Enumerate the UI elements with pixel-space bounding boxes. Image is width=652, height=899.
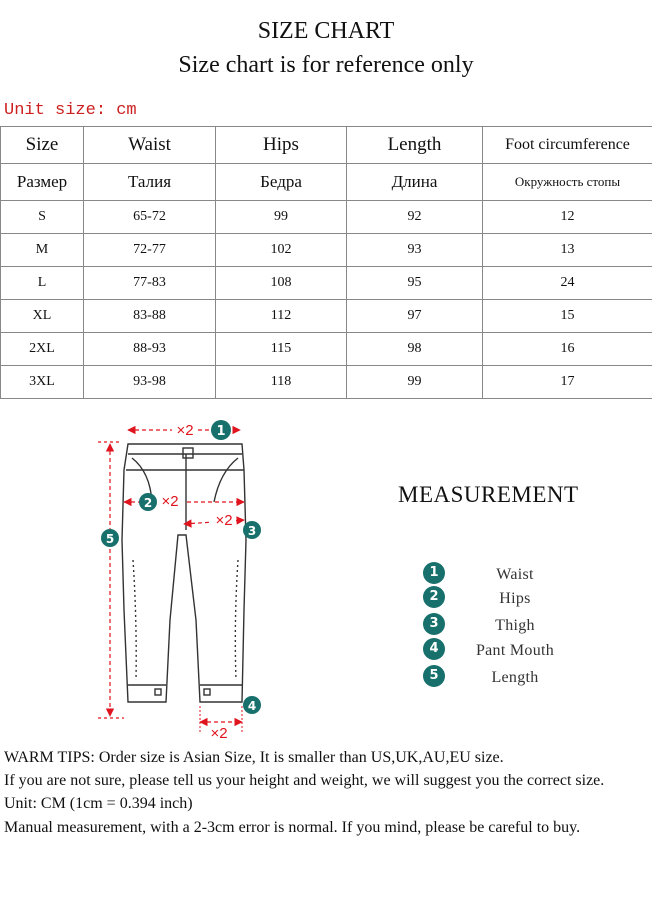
cell-hips: 108 xyxy=(216,267,347,300)
cell-waist: 93-98 xyxy=(84,366,216,399)
measurement-title: MEASUREMENT xyxy=(398,482,579,507)
cell-foot: 15 xyxy=(483,300,652,333)
pants-outline xyxy=(122,444,246,702)
cell-foot: 17 xyxy=(483,366,652,399)
header-size: Size xyxy=(1,127,84,164)
cell-length: 92 xyxy=(347,201,483,234)
legend-item-waist xyxy=(420,562,590,584)
cell-waist: 72-77 xyxy=(84,234,216,267)
page-subtitle: Size chart is for reference only xyxy=(178,52,474,78)
pants-diagram xyxy=(0,410,290,745)
cell-hips: 99 xyxy=(216,201,347,234)
hips-dimension xyxy=(124,492,244,511)
table-row xyxy=(1,234,652,267)
length-dimension xyxy=(98,442,124,718)
waist-dimension xyxy=(128,420,240,440)
cell-length: 97 xyxy=(347,300,483,333)
cell-hips: 112 xyxy=(216,300,347,333)
marker-3-label: 3 xyxy=(247,524,257,538)
marker-2-label: 2 xyxy=(143,496,153,510)
cell-size: 2XL xyxy=(1,333,84,366)
cell-size: S xyxy=(1,201,84,234)
cell-hips: 118 xyxy=(216,366,347,399)
marker-4-label: 4 xyxy=(247,699,257,713)
size-table xyxy=(0,126,652,399)
marker-1-label: 1 xyxy=(216,424,226,439)
legend-number-2: 2 xyxy=(423,586,445,608)
legend-label-hips: Hips xyxy=(499,590,531,607)
header-hips: Hips xyxy=(216,127,347,164)
header-length: Length xyxy=(347,127,483,164)
legend-label-length: Length xyxy=(491,669,539,686)
tip-line: Manual measurement, with a 2-3cm error is normal. If you mind, please be careful to buy. xyxy=(4,818,581,836)
waist-multiplier: ×2 xyxy=(176,422,194,439)
table-header-row-ru xyxy=(1,164,652,201)
cell-size: XL xyxy=(1,300,84,333)
cell-size: M xyxy=(1,234,84,267)
table-header-row-en xyxy=(1,127,652,164)
header-waist: Waist xyxy=(84,127,216,164)
legend-number-4: 4 xyxy=(423,638,445,660)
page-title: SIZE CHART xyxy=(257,18,395,44)
header-foot-circumference: Foot circumference xyxy=(483,127,652,164)
legend-number-5: 5 xyxy=(423,665,445,687)
cell-length: 99 xyxy=(347,366,483,399)
legend-label-waist: Waist xyxy=(496,566,534,583)
legend-item-pant-mouth xyxy=(420,638,590,660)
legend-item-hips xyxy=(420,586,590,608)
cell-foot: 16 xyxy=(483,333,652,366)
cell-size: 3XL xyxy=(1,366,84,399)
tip-line: If you are not sure, please tell us your height and weight, we will suggest you the correct size. xyxy=(4,772,605,790)
unit-label: Unit size: cm xyxy=(4,101,137,120)
header-size-ru: Размер xyxy=(1,164,84,201)
pant-mouth-dimension xyxy=(200,696,261,742)
hips-multiplier: ×2 xyxy=(161,493,179,510)
table-row xyxy=(1,201,652,234)
thigh-multiplier: ×2 xyxy=(215,512,233,529)
cell-foot: 13 xyxy=(483,234,652,267)
header-waist-ru: Талия xyxy=(84,164,216,201)
legend-number-3: 3 xyxy=(423,613,445,635)
warm-tips xyxy=(4,746,650,839)
legend-number-1: 1 xyxy=(423,562,445,584)
header-hips-ru: Бедра xyxy=(216,164,347,201)
tip-line: Unit: CM (1cm = 0.394 inch) xyxy=(4,795,193,813)
cell-hips: 102 xyxy=(216,234,347,267)
cell-size: L xyxy=(1,267,84,300)
thigh-dimension xyxy=(184,512,261,539)
cell-length: 95 xyxy=(347,267,483,300)
cell-length: 93 xyxy=(347,234,483,267)
cell-foot: 24 xyxy=(483,267,652,300)
table-row xyxy=(1,366,652,399)
cell-hips: 115 xyxy=(216,333,347,366)
table-row xyxy=(1,267,652,300)
cell-waist: 88-93 xyxy=(84,333,216,366)
table-row xyxy=(1,300,652,333)
cell-foot: 12 xyxy=(483,201,652,234)
header-length-ru: Длина xyxy=(347,164,483,201)
cell-length: 98 xyxy=(347,333,483,366)
table-row xyxy=(1,333,652,366)
legend-item-thigh xyxy=(420,613,590,635)
cell-waist: 65-72 xyxy=(84,201,216,234)
cell-waist: 77-83 xyxy=(84,267,216,300)
cell-waist: 83-88 xyxy=(84,300,216,333)
marker-5-label: 5 xyxy=(105,532,115,546)
pant-mouth-multiplier: ×2 xyxy=(210,725,228,742)
legend-item-length xyxy=(420,665,590,687)
header-foot-circumference-ru: Окружность стопы xyxy=(483,164,652,201)
legend-label-thigh: Thigh xyxy=(495,617,535,634)
tip-line: WARM TIPS: Order size is Asian Size, It is smaller than US,UK,AU,EU size. xyxy=(4,749,504,766)
legend-label-pant-mouth: Pant Mouth xyxy=(475,642,555,659)
